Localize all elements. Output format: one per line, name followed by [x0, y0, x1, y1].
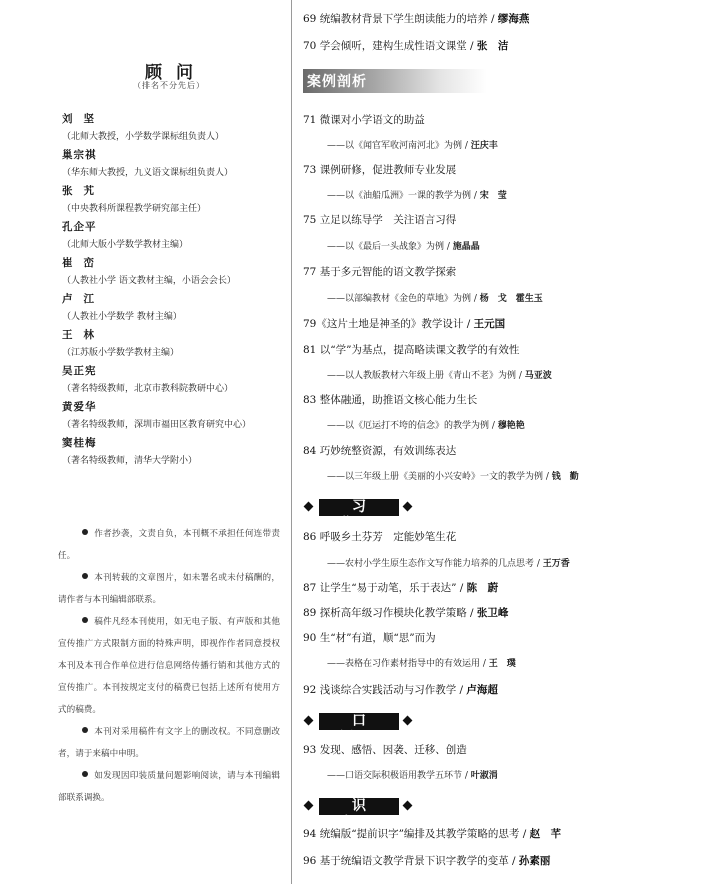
advisor-desc: （北师大版小学数学教材主编）: [62, 240, 189, 250]
toc-item-title: 90 生“材”有道，顺“思”而为: [303, 632, 436, 644]
toc-item-title: 84 巧妙统整资源，有效训练表达: [303, 445, 457, 457]
toc-item[interactable]: [303, 742, 467, 757]
toc-item-author: 卢海超: [466, 684, 498, 696]
toc-item-author: 穆艳艳: [497, 421, 525, 431]
notice-item: [58, 765, 280, 809]
toc-item-subtitle: ——以《厄运打不垮的信念》的教学为例: [327, 421, 490, 431]
advisor-desc: （人教社小学数学 教材主编）: [62, 312, 182, 322]
diamond-icon: [403, 502, 413, 512]
toc-item-title: 71 微课对小学语文的助益: [303, 114, 425, 126]
notice-text: 如发现因印装质量问题影响阅读，请与本刊编辑部联系调换。: [58, 771, 280, 803]
toc-item-author: 赵 芊: [529, 828, 562, 840]
toc-item[interactable]: 96 基于统编语文教学背景下识字教学的变革 / 孙素丽: [303, 855, 551, 867]
toc-item-author: 王元国: [473, 318, 506, 330]
advisor-name: 孔企平: [62, 221, 97, 233]
left-column: [58, 0, 280, 894]
toc-item-title: 93 发现、感悟、因袭、迁移、创造: [303, 744, 467, 756]
advisor-desc: （江苏版小学数学教材主编）: [62, 348, 180, 358]
advisor-desc: （华东师大教授，九义语文课标组负责人）: [62, 168, 234, 178]
toc-item-sub: ——以《厄运打不垮的信念》的教学为例 / 穆艳艳: [327, 421, 525, 431]
diamond-icon: [304, 716, 314, 726]
advisor-desc: （中央教科所课程教学研究部主任）: [62, 204, 207, 214]
toc-item-author: 张 洁: [476, 40, 509, 52]
toc-item[interactable]: 69 统编教材背景下学生朗读能力的培养 / 缪海燕: [303, 13, 530, 25]
toc-item-title: 87 让学生“易于动笔，乐于表达”: [303, 582, 457, 594]
toc-item[interactable]: 94 统编版“提前识字”编排及其教学策略的思考 / 赵 芊: [303, 828, 562, 840]
section-header-label: 口语: [319, 713, 399, 730]
diamond-icon: [304, 502, 314, 512]
advisor-desc: （著名特级教师，清华大学附小）: [62, 456, 198, 466]
section-header-case-analysis: [303, 69, 487, 93]
toc-item-author: 宋 莹: [479, 191, 507, 201]
section-header-label: 识字: [319, 798, 399, 815]
advisor-name: 吴正宪: [62, 365, 97, 377]
notice-text: 本刊对采用稿件有文字上的删改权。不同意删改者，请于来稿中申明。: [58, 727, 280, 759]
notices-block: [58, 523, 280, 809]
toc-item-subtitle: ——以《油船瓜洲》一课的教学为例: [327, 191, 472, 201]
toc-item-sub: ——以《最后一头战象》为例 / 施晶晶: [327, 242, 480, 252]
column-divider: [291, 0, 292, 884]
toc-item[interactable]: [303, 112, 425, 127]
toc-item[interactable]: [303, 392, 477, 407]
toc-item-title: 94 统编版“提前识字”编排及其教学策略的思考: [303, 828, 520, 840]
toc-item[interactable]: 89 探析高年级习作模块化教学策略 / 张卫峰: [303, 607, 509, 619]
toc-item-author: 张卫峰: [476, 607, 509, 619]
toc-item-title: 70 学会倾听，建构生成性语文课堂: [303, 40, 467, 52]
toc-item-sub: ——以《闻官军收河南河北》为例 / 汪庆丰: [327, 141, 498, 151]
toc-item[interactable]: [303, 342, 519, 357]
toc-item-subtitle: ——口语交际积极语用教学五环节: [327, 771, 463, 781]
advisor-name: 崔峦: [62, 257, 105, 269]
advisor-name: 刘坚: [62, 113, 105, 125]
toc-item-subtitle: ——以三年级上册《美丽的小兴安岭》一文的教学为例: [327, 472, 544, 482]
toc-item-sub: ——以人教版教材六年级上册《青山不老》为例 / 马亚波: [327, 371, 552, 381]
section-header-writing: [305, 499, 415, 532]
toc-item-author: 施晶晶: [452, 242, 480, 252]
toc-item-sub: ——以三年级上册《美丽的小兴安岭》一文的教学为例 / 钱 勤: [327, 472, 579, 482]
toc-item[interactable]: [303, 443, 456, 458]
diamond-icon: [304, 801, 314, 811]
toc-item-title: 73 课例研修，促进教师专业发展: [303, 164, 457, 176]
toc-item-sub: ——以部编教材《金色的草地》为例 / 杨 戈 霍生玉: [327, 294, 543, 304]
toc-item-title: 79《这片土地是神圣的》教学设计: [303, 318, 464, 330]
toc-item-subtitle: ——表格在习作素材指导中的有效运用: [327, 659, 481, 669]
toc-item-subtitle: ——以《闻官军收河南河北》为例: [327, 141, 463, 151]
toc-item-author: 叶淑涓: [470, 771, 498, 781]
advisor-name: 巢宗祺: [62, 149, 97, 161]
toc-item-author: 汪庆丰: [470, 141, 498, 151]
section-header-label: 习作: [319, 499, 399, 516]
toc-item-subtitle: ——以人教版教材六年级上册《青山不老》为例: [327, 371, 517, 381]
toc-item-title: 86 呼吸乡土芬芳 定能妙笔生花: [303, 531, 457, 543]
toc-item-author: 孙素丽: [518, 855, 551, 867]
section-header-label: 案例剖析: [307, 74, 367, 90]
toc-item-sub: ——口语交际积极语用教学五环节 / 叶淑涓: [327, 771, 498, 781]
notice-item: [58, 523, 280, 567]
section-header-oral: [305, 713, 415, 746]
bullet-icon: [82, 529, 88, 535]
advisor-name: 张艽: [62, 185, 105, 197]
toc-item-title: 89 探析高年级习作模块化教学策略: [303, 607, 467, 619]
notice-item: [58, 611, 280, 721]
bullet-icon: [82, 771, 88, 777]
bullet-icon: [82, 727, 88, 733]
notice-text: 作者抄袭，文责自负，本刊概不承担任何连带责任。: [58, 529, 280, 561]
toc-item-title: 75 立足以练导学 关注语言习得: [303, 214, 457, 226]
notice-text: 本刊转载的文章图片，如未署名或未付稿酬的，请作者与本刊编辑部联系。: [58, 573, 280, 605]
toc-item-subtitle: ——以部编教材《金色的草地》为例: [327, 294, 472, 304]
toc-item-sub: ——以《油船瓜洲》一课的教学为例 / 宋 莹: [327, 191, 507, 201]
toc-item-subtitle: ——以《最后一头战象》为例: [327, 242, 445, 252]
toc-item-author: 陈 蔚: [466, 582, 499, 594]
advisors-note: （排名不分先后）: [133, 81, 205, 90]
toc-item[interactable]: [303, 212, 456, 227]
toc-item-sub: ——农村小学生原生态作文写作能力培养的几点思考 / 王万香: [327, 559, 570, 569]
bullet-icon: [82, 617, 88, 623]
notice-text: 稿件凡经本刊使用，如无电子版、有声版和其他宣传推广方式限制方面的特殊声明，即视作作者同意授权本刊及本刊合作单位进行信息网络传播行销和其他方式的宣传推广。本刊按规定支付的稿费已包括上述所有使用方式的稿费。: [58, 617, 280, 715]
advisor-name: 窦桂梅: [62, 437, 97, 449]
toc-item[interactable]: [303, 529, 456, 544]
advisors-title: 顾问: [145, 63, 207, 83]
toc-item[interactable]: 79《这片土地是神圣的》教学设计 / 王元国: [303, 318, 506, 330]
toc-item-author: 王万香: [542, 559, 570, 569]
advisor-name: 卢江: [62, 293, 105, 305]
toc-item-title: 96 基于统编语文教学背景下识字教学的变革: [303, 855, 509, 867]
section-header-literacy: [305, 798, 415, 831]
toc-item-subtitle: ——农村小学生原生态作文写作能力培养的几点思考: [327, 559, 535, 569]
toc-item-title: 69 统编教材背景下学生朗读能力的培养: [303, 13, 488, 25]
toc-item-author: 缪海燕: [497, 13, 530, 25]
toc-item-sub: ——表格在习作素材指导中的有效运用 / 王 璞: [327, 659, 516, 669]
advisor-name: 黄爱华: [62, 401, 97, 413]
notice-item: [58, 567, 280, 611]
notice-item: [58, 721, 280, 765]
advisor-desc: （北师大教授，小学数学课标组负责人）: [62, 132, 225, 142]
toc-item-title: 81 以“学”为基点，提高略读课文教学的有效性: [303, 344, 520, 356]
toc-item[interactable]: [303, 264, 456, 279]
bullet-icon: [82, 573, 88, 579]
toc-column: [303, 0, 703, 894]
toc-item-author: 钱 勤: [551, 472, 579, 482]
toc-item[interactable]: 70 学会倾听，建构生成性语文课堂 / 张 洁: [303, 40, 509, 52]
toc-item[interactable]: [303, 630, 436, 645]
diamond-icon: [403, 801, 413, 811]
toc-item[interactable]: 92 浅谈综合实践活动与习作教学 / 卢海超: [303, 684, 498, 696]
advisor-list: [62, 111, 282, 471]
toc-item[interactable]: [303, 162, 456, 177]
toc-item-title: 92 浅谈综合实践活动与习作教学: [303, 684, 457, 696]
diamond-icon: [403, 716, 413, 726]
advisor-desc: （著名特级教师，北京市教科院教研中心）: [62, 384, 234, 394]
toc-item-author: 王 璞: [488, 659, 516, 669]
advisor-desc: （人教社小学 语文教材主编，小语会会长）: [62, 276, 236, 286]
advisor-name: 王林: [62, 329, 105, 341]
toc-item[interactable]: 87 让学生“易于动笔，乐于表达” / 陈 蔚: [303, 582, 499, 594]
toc-item-title: 77 基于多元智能的语文教学探索: [303, 266, 457, 278]
toc-item-author: 杨 戈 霍生玉: [479, 294, 543, 304]
advisor-desc: （著名特级教师，深圳市福田区教育研究中心）: [62, 420, 252, 430]
toc-item-author: 马亚波: [524, 371, 552, 381]
toc-item-title: 83 整体融通，助推语文核心能力生长: [303, 394, 478, 406]
